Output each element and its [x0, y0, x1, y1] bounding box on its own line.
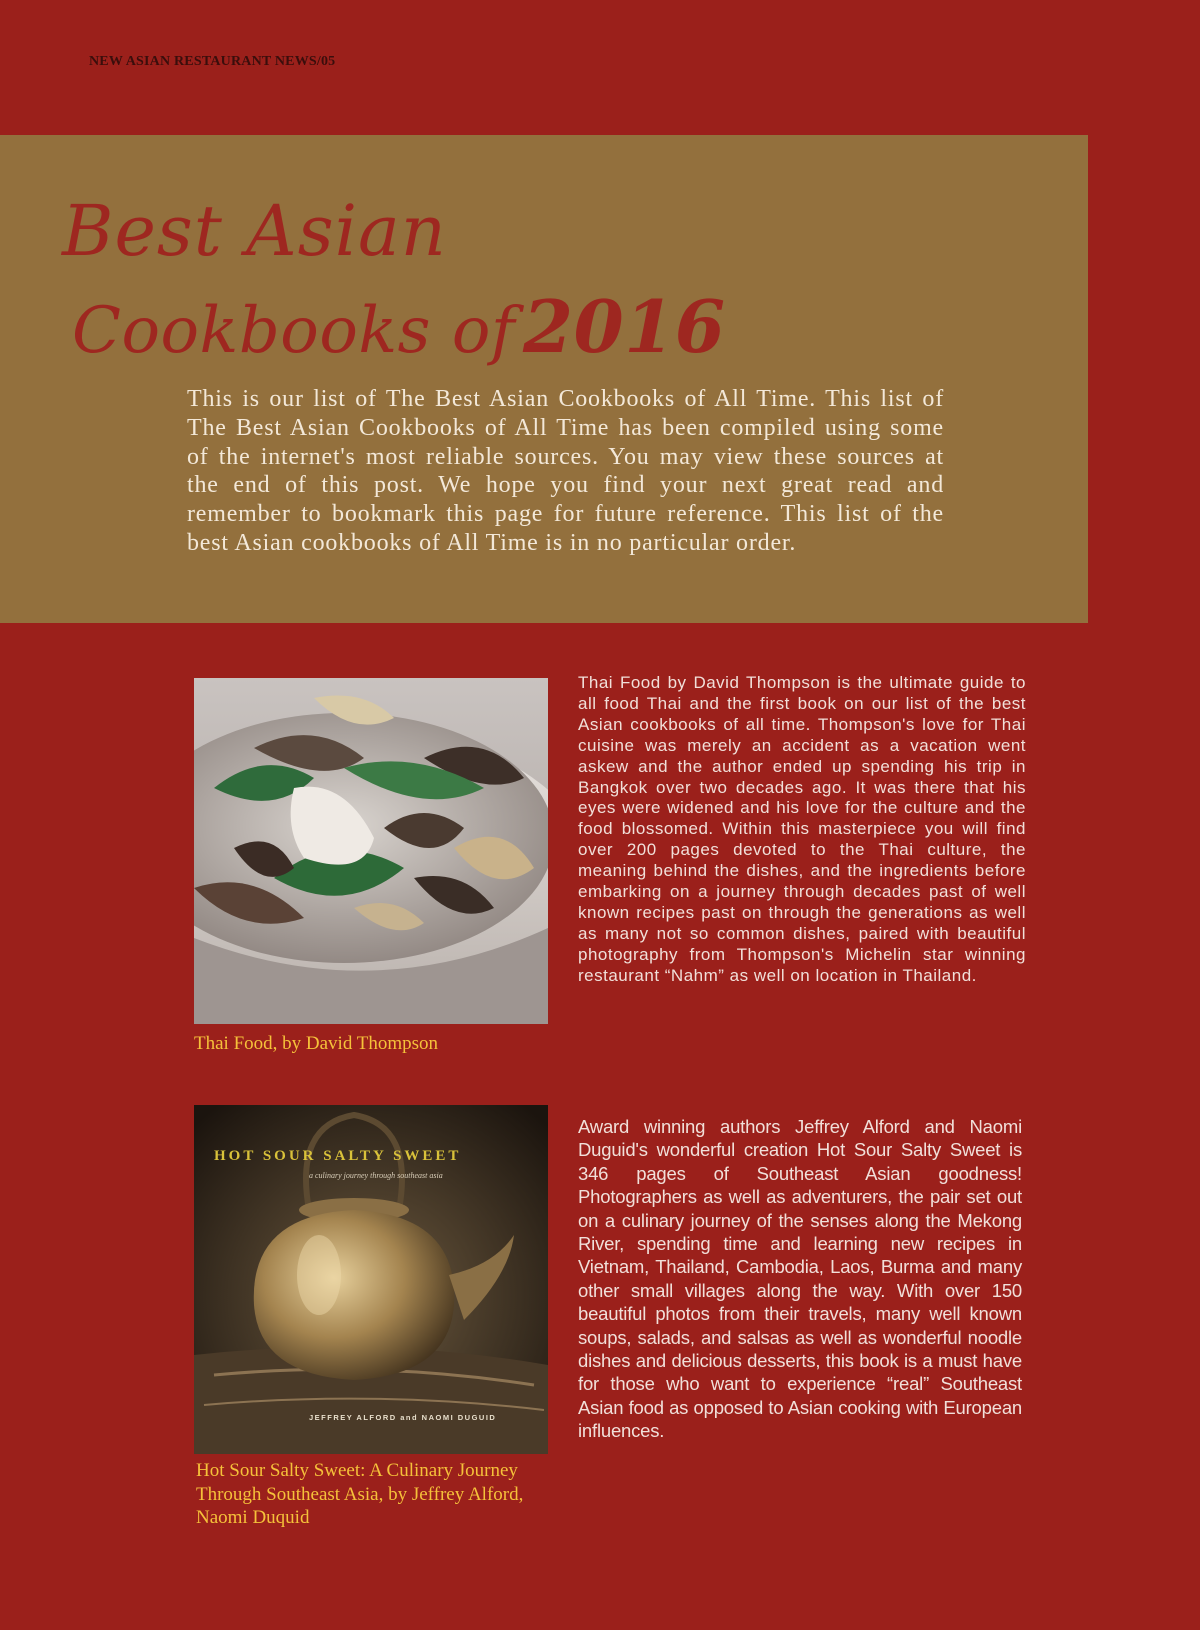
cover-authors: JEFFREY ALFORD and NAOMI DUGUID	[309, 1413, 497, 1422]
running-head: NEW ASIAN RESTAURANT NEWS/05	[89, 54, 336, 69]
page-title-line1: Best Asian	[62, 190, 447, 272]
book-description: Thai Food by David Thompson is the ultimate guide to all food Thai and the first book on our list of the best Asian cookbooks of all time. Thompson's love for Thai cuisine was merely an accident as a vacation went askew and the author ended up spending his trip in Bangkok over two decades ago. It was there that his eyes were widened and his love for the culture and the food blossomed. Within this masterpiece you will find over 200 pages devoted to the Thai culture, the meaning behind the dishes, and the ingredients before embarking on a journey through decades past of well known recipes past on through the generations as well as many not so common dishes, paired with beautiful photography from Thompson's Michelin star winning restaurant “Nahm” as well on location in Thailand.	[578, 673, 1026, 985]
cover-subtitle: a culinary journey through southeast asia	[309, 1171, 443, 1180]
intro-paragraph: This is our list of The Best Asian Cookbooks of All Time. This list of The Best Asian Cookbooks of All Time has been compiled using some of the internet's most reliable sources. You may view these sources at the end of this post. We hope you find your next great read and remember to bookmark this page for future reference. This list of the best Asian cookbooks of All Time is in no particular order.	[187, 386, 944, 556]
page-title-words: Cookbooks of	[72, 294, 516, 368]
page-title-line2	[72, 284, 725, 369]
thai-food-photo	[194, 678, 548, 1024]
hot-sour-salty-sweet-cover	[194, 1105, 548, 1454]
book-caption: Thai Food, by David Thompson	[194, 1033, 439, 1054]
book-caption: Hot Sour Salty Sweet: A Culinary Journey Through Southeast Asia, by Jeffrey Alford, Naomi Duquid	[196, 1460, 524, 1528]
cover-title: HOT SOUR SALTY SWEET	[214, 1148, 462, 1164]
page-title-year: 2016	[523, 284, 726, 369]
book-description: Award winning authors Jeffrey Alford and Naomi Duguid's wonderful creation Hot Sour Salty Sweet is 346 pages of Southeast Asian goodness! Photographers as well as adventurers, the pair set out on a culinary journey of the senses along the Mekong River, spending time and learning new recipes in Vietnam, Thailand, Cambodia, Laos, Burma and many other small villages along the way. With over 150 beautiful photos from their travels, many well known soups, salads, and salsas as well as wonderful noodle dishes and delicious desserts, this book is a must have for those who want to experience “real” Southeast Asian food as opposed to Asian cooking with European influences.	[578, 1116, 1022, 1442]
